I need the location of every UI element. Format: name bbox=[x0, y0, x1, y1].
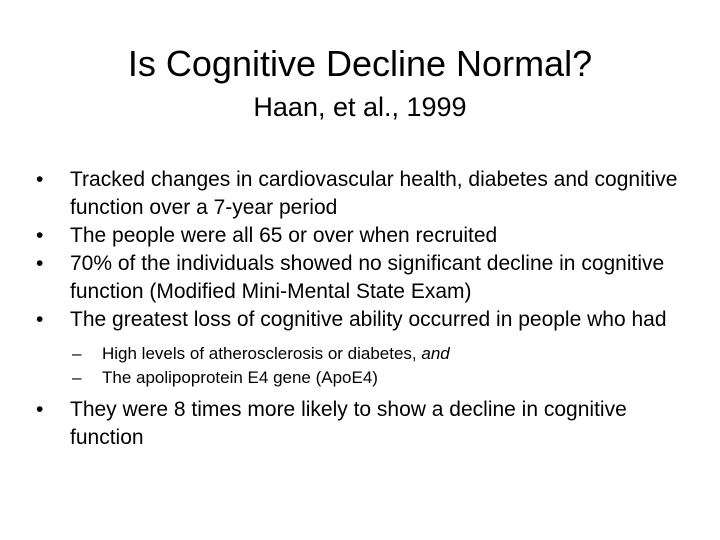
slide-body bbox=[36, 166, 696, 452]
sub-bullet-text: The apolipoprotein E4 gene (ApoE4) bbox=[102, 368, 378, 387]
bullet-item bbox=[36, 222, 696, 250]
bullet-text: 70% of the individuals showed no significant decline in cognitive function (Modified Mini-Mental State Exam) bbox=[70, 252, 665, 303]
sub-bullet-text: High levels of atherosclerosis or diabetes, bbox=[102, 344, 422, 363]
bullet-text: They were 8 times more likely to show a decline in cognitive function bbox=[70, 398, 627, 449]
sub-bullet-item bbox=[36, 366, 696, 390]
bullet-list-continued bbox=[36, 396, 696, 452]
bullet-item bbox=[36, 250, 696, 306]
slide-title: Is Cognitive Decline Normal? bbox=[127, 43, 593, 84]
bullet-text: Tracked changes in cardiovascular health, diabetes and cognitive function over a 7-year period bbox=[70, 168, 678, 219]
bullet-text: The people were all 65 or over when recruited bbox=[70, 224, 498, 247]
bullet-text: The greatest loss of cognitive ability occurred in people who had bbox=[70, 308, 667, 331]
sub-bullet-emphasis: and bbox=[421, 344, 450, 363]
dash-marker: – bbox=[72, 344, 82, 363]
sub-bullet-list bbox=[36, 342, 696, 390]
bullet-marker: • bbox=[36, 398, 44, 421]
sub-bullet-item bbox=[36, 342, 696, 366]
bullet-item bbox=[36, 396, 696, 452]
bullet-marker: • bbox=[36, 224, 44, 247]
bullet-marker: • bbox=[36, 168, 44, 191]
bullet-list bbox=[36, 166, 696, 334]
slide-subtitle: Haan, et al., 1999 bbox=[253, 92, 467, 122]
bullet-marker: • bbox=[36, 308, 44, 331]
bullet-item bbox=[36, 306, 696, 334]
bullet-item bbox=[36, 166, 696, 222]
bullet-marker: • bbox=[36, 252, 44, 275]
dash-marker: – bbox=[72, 368, 82, 387]
